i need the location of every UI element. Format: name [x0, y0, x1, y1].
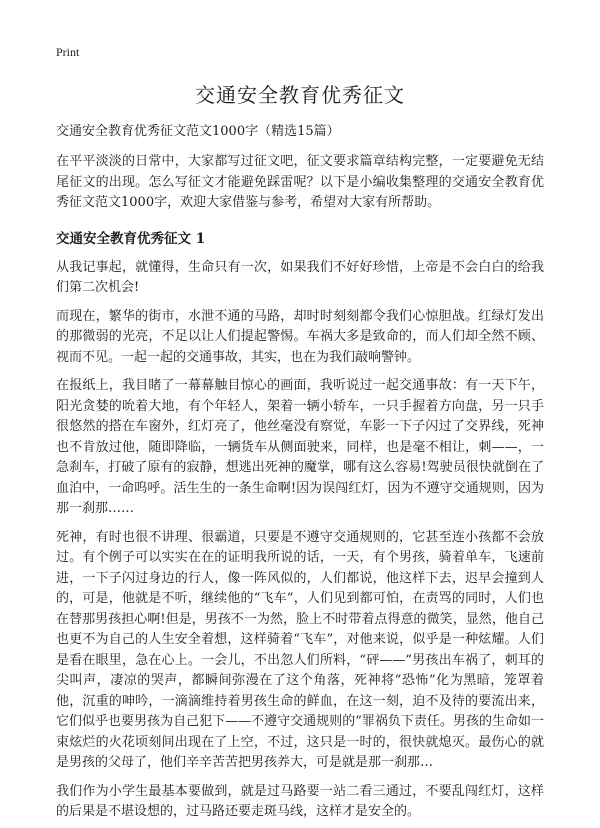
section-heading: 交通安全教育优秀征文 1 — [56, 230, 206, 247]
print-label: Print — [56, 45, 80, 59]
body-paragraph-2: 而现在，繁华的街市，水泄不通的马路，却时时刻刻都令我们心惊胆战。红绿灯发出的那微弱的光亮，不足以让人们提起警惕。车祸大多是致命的，而人们却全然不顾、视而不见。一起一起的交通事故，其实，也在为我们敲响警钟。 — [56, 308, 544, 365]
page-title: 交通安全教育优秀征文 — [195, 83, 405, 107]
body-paragraph-5: 我们作为小学生最基本要做到，就是过马路要一站二看三通过，不要乱闯红灯，这样的后果是不堪设想的，过马路还要走斑马线，这样才是安全的。 — [56, 783, 544, 819]
body-paragraph-3: 在报纸上，我目睹了一幕幕触目惊心的画面，我听说过一起交通事故：有一天下午，阳光贪婪的吮着大地，有个年轻人，架着一辆小轿车，一只手握着方向盘，另一只手很悠然的搭在车窗外，红灯亮了，他丝毫没有察觉，车影一下子闪过了交界线，死神也不肯放过他，随即降临，一辆货车从侧面驶来，同样，也是毫不相让，刺——，一急刹车，打破了原有的寂静，想逃出死神的魔掌，哪有这么容易!驾驶员很快就倒在了血泊中，一命呜呼。活生生的一条生命啊!因为误闯红灯，因为不遵守交通规则，因为那一刹那…… — [56, 378, 544, 516]
body-paragraph-4: 死神，有时也很不讲理、很霸道，只要是不遵守交通规则的，它甚至连小孩都不会放过。有个例子可以实实在在的证明我所说的话，一天，有个男孩，骑着单车，飞速前进，一下子闪过身边的行人，像一阵风似的，人们都说，他这样下去，迟早会撞到人的，可是，他就是不听，继续他的“飞车”，人们见到都可怕，在责骂的同时，人们也在替那男孩担心啊!但是，男孩不一为然，脸上不时带着点得意的微笑，显然，他自己也更不为自己的人生安全着想，这样骑着“飞车”，对他来说，似乎是一种炫耀。人们是看在眼里，急在心上。一会儿，不出忽人们所料，“砰——”男孩出车祸了，刺耳的尖叫声，凄凉的哭声，都瞬间弥漫在了这个角落，死神将“恐怖”化为黑暗，笼罩着他，沉重的呻吟，一滴滴维持着男孩生命的鲜血，在这一刻，迫不及待的要流出来，它们似乎也要男孩为自己犯下——不遵守交通规则的”罪祸负下责任。男孩的生命如一束炫烂的火花顷刻间出现在了上空，不过，这只是一时的，很快就熄灭。最伤心的就是男孩的父母了，他们辛辛苦苦把男孩养大，可是就是那一刹那… — [56, 529, 544, 770]
body-paragraph-1: 从我记事起，就懂得，生命只有一次，如果我们不好好珍惜，上帝是不会白白的给我们第二次机会! — [56, 259, 544, 295]
intro-paragraph: 在平平淡淡的日常中，大家都写过征文吧，征文要求篇章结构完整，一定要避免无结尾征文的出现。怎么写征文才能避免踩雷呢？以下是小编收集整理的交通安全教育优秀征文范文1000字，欢迎大家借鉴与参考，希望对大家有所帮助。 — [56, 154, 544, 210]
document-subtitle: 交通安全教育优秀征文范文1000字（精选15篇） — [56, 124, 340, 139]
